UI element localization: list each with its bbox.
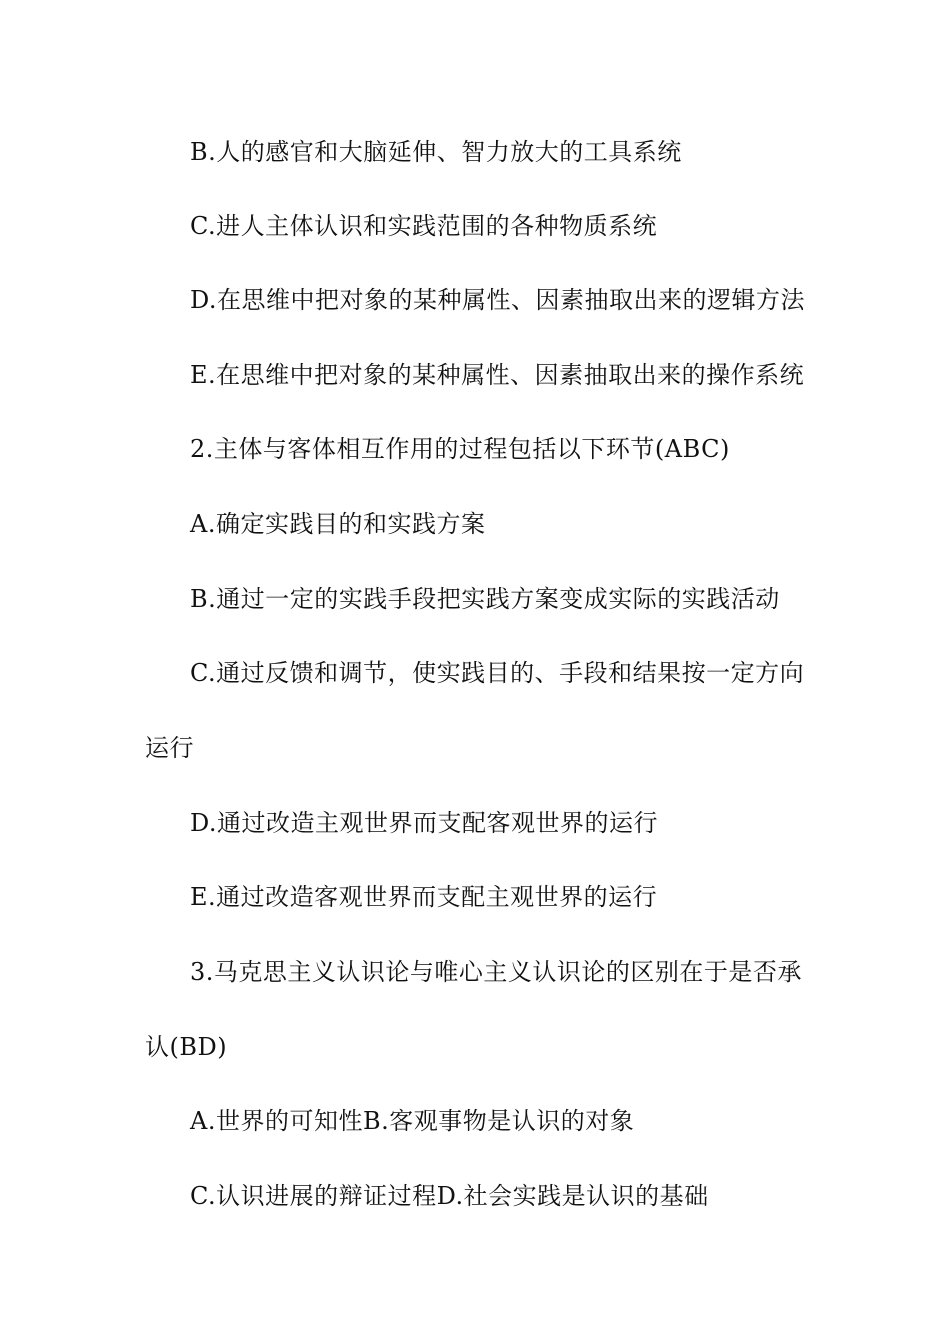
question-3-line: 3.马克思主义认识论与唯心主义认识论的区别在于是否承: [190, 958, 802, 986]
q2-option-a-line: A.确定实践目的和实践方案: [190, 510, 486, 538]
q3-options-cd-line: C.认识进展的辩证过程D.社会实践是认识的基础: [190, 1182, 709, 1210]
q2-option-d-line: D.通过改造主观世界而支配客观世界的运行: [190, 809, 659, 837]
q2-option-c-line: C.通过反馈和调节，使实践目的、手段和结果按一定方向: [190, 659, 805, 687]
question-3-continuation: 认(BD): [145, 1033, 228, 1061]
q3-options-ab-line: A.世界的可知性B.客观事物是认识的对象: [190, 1107, 635, 1135]
q2-option-b-line: B.通过一定的实践手段把实践方案变成实际的实践活动: [190, 585, 780, 613]
q2-option-c-continuation: 运行: [145, 734, 194, 762]
q2-option-e-line: E.通过改造客观世界而支配主观世界的运行: [190, 883, 658, 911]
option-c-line: C.进人主体认识和实践范围的各种物质系统: [190, 212, 658, 240]
option-d-line: D.在思维中把对象的某种属性、因素抽取出来的逻辑方法: [190, 286, 806, 314]
question-2-line: 2.主体与客体相互作用的过程包括以下环节(ABC): [190, 435, 730, 463]
option-b-line: B.人的感官和大脑延伸、智力放大的工具系统: [190, 138, 682, 166]
option-e-line: E.在思维中把对象的某种属性、因素抽取出来的操作系统: [190, 361, 805, 389]
